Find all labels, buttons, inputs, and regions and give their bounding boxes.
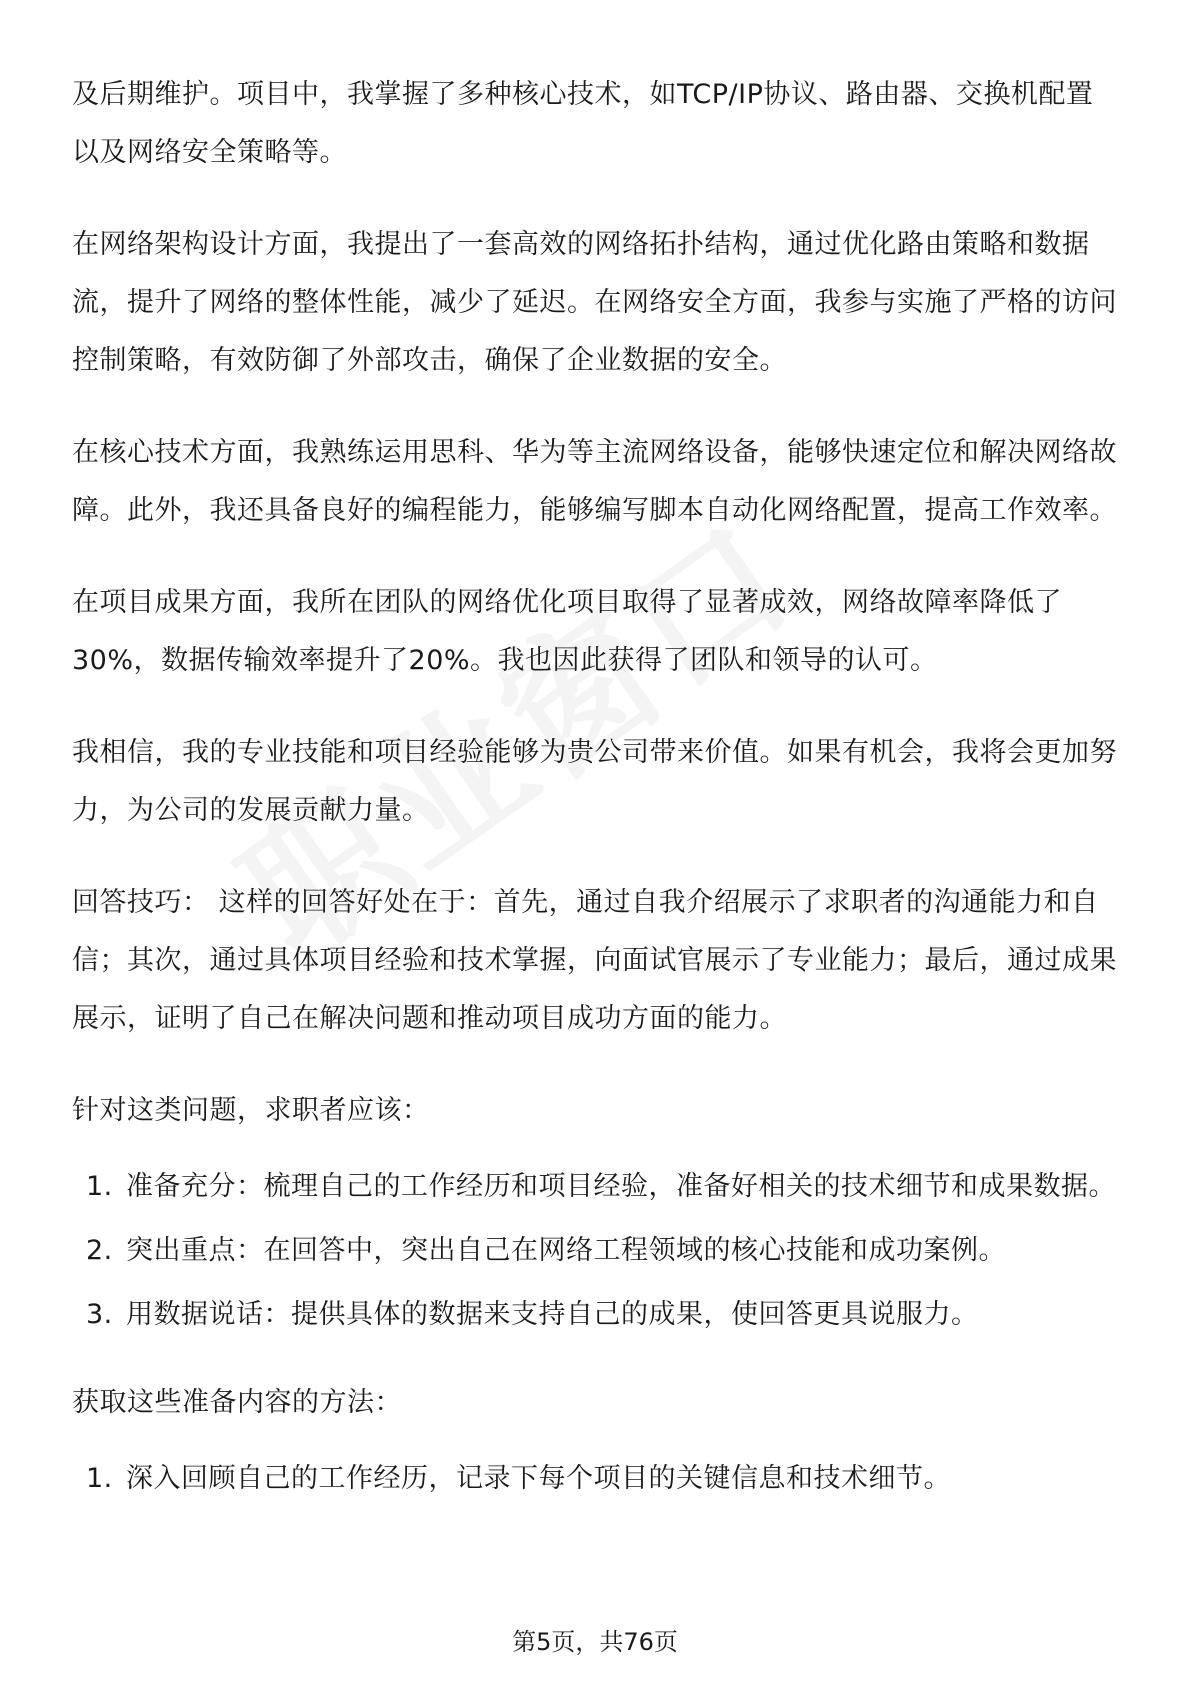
list-number: 2. xyxy=(86,1235,113,1266)
list-number: 1. xyxy=(86,1463,113,1494)
list-item-text: 突出重点：在回答中，突出自己在网络工程领域的核心技能和成功案例。 xyxy=(126,1235,1006,1266)
document-body xyxy=(72,66,1120,1538)
list-item xyxy=(72,1286,1120,1344)
list-number: 1. xyxy=(86,1171,113,1202)
paragraph: 在核心技术方面，我熟练运用思科、华为等主流网络设备，能够快速定位和解决网络故障。此外，我还具备良好的编程能力，能够编写脚本自动化网络配置，提高工作效率。 xyxy=(72,437,1117,526)
list-item xyxy=(72,1158,1120,1216)
method-list xyxy=(72,1450,1120,1508)
paragraph: 在项目成果方面，我所在团队的网络优化项目取得了显著成效，网络故障率降低了30%，数据传输效率提升了20%。我也因此获得了团队和领导的认可。 xyxy=(72,587,1062,676)
paragraph: 我相信，我的专业技能和项目经验能够为贵公司带来价值。如果有机会，我将会更加努力，为公司的发展贡献力量。 xyxy=(72,737,1117,826)
method-heading: 获取这些准备内容的方法： xyxy=(72,1387,402,1418)
paragraph: 及后期维护。项目中，我掌握了多种核心技术，如TCP/IP协议、路由器、交换机配置以及网络安全策略等。 xyxy=(72,79,1094,168)
paragraph: 回答技巧： 这样的回答好处在于：首先，通过自我介绍展示了求职者的沟通能力和自信；其次，通过具体项目经验和技术掌握，向面试官展示了专业能力；最后，通过成果展示，证明了自己在解决问题和推动项目成功方面的能力。 xyxy=(72,887,1117,1034)
list-item-text: 用数据说话：提供具体的数据来支持自己的成果，使回答更具说服力。 xyxy=(126,1299,979,1330)
advice-heading: 针对这类问题，求职者应该： xyxy=(72,1095,430,1126)
page-footer: 第5页，共76页 xyxy=(512,1628,678,1656)
advice-list xyxy=(72,1158,1120,1344)
list-item-text: 深入回顾自己的工作经历，记录下每个项目的关键信息和技术细节。 xyxy=(126,1463,951,1494)
list-item xyxy=(72,1222,1120,1280)
paragraph: 在网络架构设计方面，我提出了一套高效的网络拓扑结构，通过优化路由策略和数据流，提升了网络的整体性能，减少了延迟。在网络安全方面，我参与实施了严格的访问控制策略，有效防御了外部攻击，确保了企业数据的安全。 xyxy=(72,229,1117,376)
list-item xyxy=(72,1450,1120,1508)
list-item-text: 准备充分：梳理自己的工作经历和项目经验，准备好相关的技术细节和成果数据。 xyxy=(126,1171,1116,1202)
list-number: 3. xyxy=(86,1299,113,1330)
